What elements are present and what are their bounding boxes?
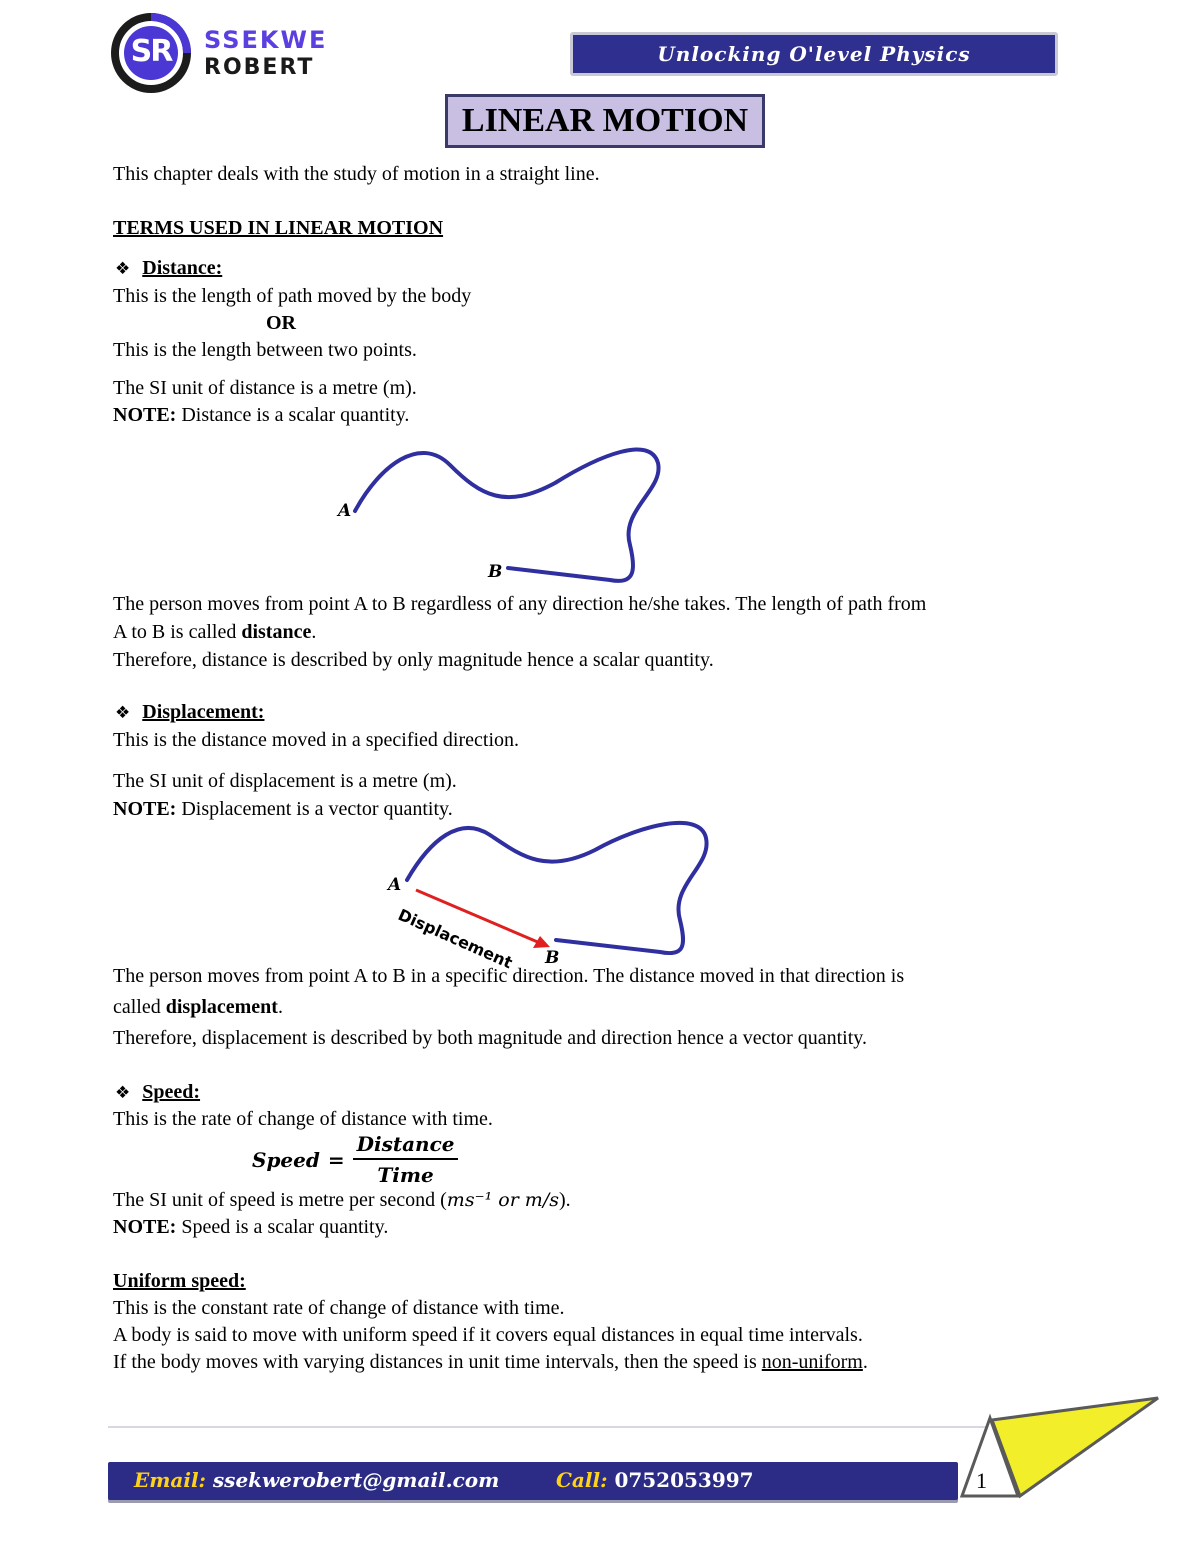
distance-def-1: This is the length of path moved by the body <box>113 285 472 307</box>
formula-numerator: Distance <box>353 1130 459 1160</box>
uniform-speed-line-3 <box>113 1350 868 1374</box>
distance-term: distance <box>241 621 312 643</box>
diamond-bullet-icon: ❖ <box>115 1083 131 1103</box>
distance-explanation-2 <box>113 620 316 644</box>
footer-triangle-decoration <box>940 1392 1170 1504</box>
distance-curve <box>355 450 659 581</box>
diamond-bullet-icon: ❖ <box>115 259 131 279</box>
displacement-label-a: A <box>388 875 402 895</box>
formula-fraction <box>353 1130 459 1190</box>
text-span: . <box>311 621 317 643</box>
text-span: If the body moves with varying distances in unit time intervals, then the speed is <box>113 1351 762 1373</box>
brand-name-last: ROBERT <box>204 55 315 80</box>
displacement-term: displacement <box>165 996 278 1018</box>
yellow-triangle <box>992 1398 1158 1496</box>
formula-equals: = <box>327 1148 345 1172</box>
distance-explanation-1: The person moves from point A to B regardless of any direction he/she takes. The length of path from <box>113 593 927 615</box>
text-span: . <box>277 996 283 1018</box>
distance-note <box>113 403 409 427</box>
call-label: Call: <box>556 1468 608 1492</box>
uniform-speed-line-1: This is the constant rate of change of distance with time. <box>113 1297 565 1319</box>
displacement-def: This is the distance moved in a specified direction. <box>113 729 519 751</box>
displacement-heading <box>115 700 264 725</box>
distance-path-diagram <box>330 435 680 595</box>
header-banner: Unlocking O'level Physics <box>570 32 1058 76</box>
speed-unit-math: ms⁻¹ or m/s <box>446 1189 559 1211</box>
brand-name-first: SSEKWE <box>204 26 328 54</box>
uniform-speed-heading: Uniform speed: <box>113 1270 246 1292</box>
speed-def: This is the rate of change of distance with time. <box>113 1108 493 1130</box>
displacement-si-unit: The SI unit of displacement is a metre (m). <box>113 770 457 792</box>
page-title: LINEAR MOTION <box>445 94 765 148</box>
distance-explanation-3: Therefore, distance is described by only magnitude hence a scalar quantity. <box>113 649 714 671</box>
distance-heading <box>115 256 222 281</box>
footer-phone <box>556 1466 754 1494</box>
displacement-explanation-1: The person moves from point A to B in a specific direction. The distance moved in that direction is <box>113 965 905 987</box>
speed-heading-label: Speed: <box>142 1081 201 1103</box>
note-label: NOTE: <box>113 404 177 426</box>
note-text: Displacement is a vector quantity. <box>176 798 453 820</box>
note-text: Distance is a scalar quantity. <box>176 404 410 426</box>
formula-lhs: Speed <box>252 1148 320 1172</box>
speed-note <box>113 1215 388 1239</box>
email-address[interactable]: ssekwerobert@gmail.com <box>212 1468 500 1492</box>
text-span: called <box>113 996 166 1018</box>
text-span: A to B is called <box>113 621 242 643</box>
phone-number[interactable]: 0752053997 <box>614 1468 754 1492</box>
displacement-heading-label: Displacement: <box>142 701 265 723</box>
logo <box>110 12 192 94</box>
displacement-label-b: B <box>545 948 560 968</box>
text-span: ). <box>558 1189 571 1211</box>
diamond-bullet-icon: ❖ <box>115 703 131 723</box>
note-text: Speed is a scalar quantity. <box>176 1216 389 1238</box>
distance-or: OR <box>266 312 296 334</box>
distance-label-b: B <box>488 562 503 582</box>
text-span: The SI unit of speed is metre per second ( <box>113 1189 447 1211</box>
intro-text: This chapter deals with the study of motion in a straight line. <box>113 163 600 185</box>
footer-email <box>134 1466 499 1494</box>
distance-heading-label: Distance: <box>142 257 223 279</box>
speed-si-unit <box>113 1188 571 1212</box>
distance-label-a: A <box>338 501 352 521</box>
text-span: . <box>862 1351 868 1373</box>
logo-initials: SR <box>130 34 172 69</box>
formula-denominator: Time <box>377 1163 434 1187</box>
footer-divider <box>108 1426 988 1428</box>
displacement-explanation-2 <box>113 995 283 1019</box>
terms-heading: TERMS USED IN LINEAR MOTION <box>113 217 444 239</box>
displacement-arrow-label: Displacement <box>395 905 516 973</box>
speed-formula <box>252 1128 458 1192</box>
displacement-explanation-3: Therefore, displacement is described by both magnitude and direction hence a vector quantity. <box>113 1027 867 1049</box>
email-label: Email: <box>134 1468 206 1492</box>
uniform-speed-line-2: A body is said to move with uniform speed if it covers equal distances in equal time intervals. <box>113 1324 863 1346</box>
distance-si-unit: The SI unit of distance is a metre (m). <box>113 377 417 399</box>
page-number: 1 <box>976 1468 987 1493</box>
distance-def-2: This is the length between two points. <box>113 339 417 361</box>
note-label: NOTE: <box>113 798 177 820</box>
non-uniform-term: non-uniform <box>761 1351 863 1373</box>
note-label: NOTE: <box>113 1216 177 1238</box>
speed-heading <box>115 1080 200 1105</box>
